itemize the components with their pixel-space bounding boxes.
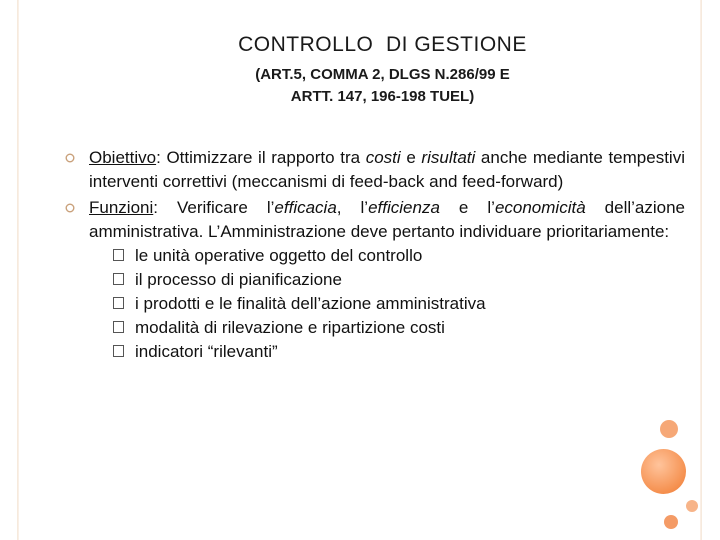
list-item-label: i prodotti e le finalità dell’azione amministrativa	[135, 294, 486, 313]
bullet-text: dell’azione amministrativa. L’Amministrazione deve pertanto individuare prioritariamente:	[89, 198, 685, 241]
list-item-label: il processo di pianificazione	[135, 270, 342, 289]
list-item	[89, 340, 685, 364]
square-box-bullet-icon	[113, 345, 124, 357]
hollow-circle-bullet-icon	[65, 203, 75, 213]
bullet-emphasis: efficacia	[274, 198, 337, 217]
bullet-emphasis: costi	[365, 148, 401, 167]
subtitle-line-1: (ART.5, COMMA 2, DLGS N.286/99 E	[255, 66, 510, 83]
square-box-bullet-icon	[113, 273, 124, 285]
square-box-bullet-icon	[113, 249, 124, 261]
list-item	[89, 316, 685, 340]
subtitle-line-2: ARTT. 147, 196-198 TUEL)	[290, 88, 475, 105]
bullet-text: : Ottimizzare il rapporto tra	[156, 148, 366, 167]
slide-title: CONTROLLO DI GESTIONE	[238, 33, 527, 56]
list-item	[89, 292, 685, 316]
list-item	[89, 268, 685, 292]
bullet-emphasis: risultati	[421, 148, 476, 167]
bullet-text: e l’	[439, 198, 495, 217]
hollow-circle-bullet-icon	[65, 153, 75, 163]
decorative-circle-large	[641, 449, 686, 494]
bullet-text: : Verificare l’	[153, 198, 275, 217]
bullet-emphasis: economicità	[494, 198, 586, 217]
list-item-label: le unità operative oggetto del controllo	[135, 246, 423, 265]
decorative-circle	[660, 420, 678, 438]
bullet-funzioni	[65, 196, 685, 364]
slide-subtitle	[0, 64, 720, 108]
list-item-label: modalità di rilevazione e ripartizione costi	[135, 318, 445, 337]
bullet-text: , l’	[336, 198, 369, 217]
decorative-circle	[664, 515, 678, 529]
bullet-term: Obiettivo	[89, 148, 157, 167]
bullet-text: e	[400, 148, 422, 167]
bullet-obiettivo	[65, 146, 685, 194]
bullet-term: Funzioni	[89, 198, 154, 217]
slide-body	[65, 146, 685, 364]
list-item	[89, 244, 685, 268]
bullet-text: anche mediante tempestivi interventi correttivi (meccanismi di feed-back and feed-forward)	[89, 148, 685, 191]
square-box-bullet-icon	[113, 321, 124, 333]
square-box-bullet-icon	[113, 297, 124, 309]
bullet-emphasis: efficienza	[368, 198, 440, 217]
decorative-circle	[686, 500, 698, 512]
list-item-label: indicatori “rilevanti”	[135, 342, 278, 361]
sub-list	[89, 244, 685, 364]
